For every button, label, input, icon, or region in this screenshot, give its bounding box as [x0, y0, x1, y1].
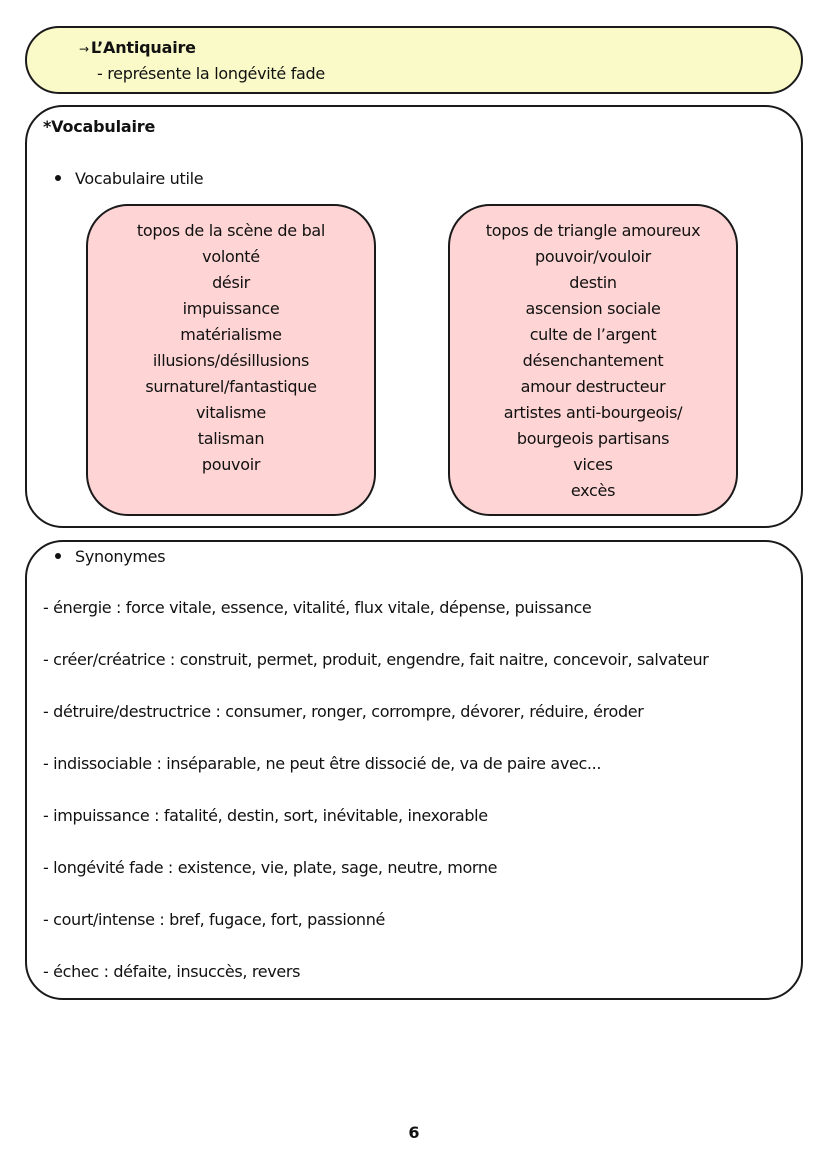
vocab-item: pouvoir/vouloir [535, 247, 651, 266]
vocab-item: surnaturel/fantastique [145, 377, 317, 396]
vocab-item: impuissance [182, 299, 280, 318]
vocab-item: pouvoir [201, 455, 261, 474]
vocab-item: matérialisme [180, 325, 282, 344]
vocab-item: illusions/désillusions [152, 351, 310, 370]
antiquaire-banner [25, 26, 803, 94]
bullet-icon [55, 553, 61, 559]
synonym-line: - indissociable : inséparable, ne peut être dissocié de, va de paire avec... [43, 754, 602, 773]
vocabulary-box-right [448, 204, 738, 516]
synonyms-bullet [55, 547, 165, 566]
arrow-right-icon: → [79, 42, 89, 56]
vocab-item: excès [570, 481, 616, 500]
synonym-line: - créer/créatrice : construit, permet, produit, engendre, fait naitre, concevoir, salvateur [43, 650, 709, 669]
bullet-icon [55, 175, 61, 181]
vocab-item: volonté [202, 247, 260, 266]
synonym-line: - impuissance : fatalité, destin, sort, inévitable, inexorable [43, 806, 488, 825]
vocab-item: artistes anti-bourgeois/ [503, 403, 683, 422]
vocab-item: ascension sociale [525, 299, 661, 318]
synonym-line: - énergie : force vitale, essence, vitalité, flux vitale, dépense, puissance [43, 598, 592, 617]
vocab-item: vitalisme [196, 403, 266, 422]
banner-subtitle: - représente la longévité fade [97, 64, 325, 83]
vocab-item: désir [212, 273, 250, 292]
banner-title-text: L’Antiquaire [90, 38, 196, 57]
vocab-item: amour destructeur [520, 377, 666, 396]
vocabulary-bullet-text: Vocabulaire utile [75, 169, 204, 188]
vocab-item: bourgeois partisans [516, 429, 670, 448]
synonyms-bullet-text: Synonymes [75, 547, 166, 566]
vocab-item: talisman [197, 429, 265, 448]
synonym-line: - longévité fade : existence, vie, plate, sage, neutre, morne [43, 858, 498, 877]
vocab-item: vices [573, 455, 613, 474]
page-number: 6 [408, 1123, 420, 1142]
vocab-item: destin [569, 273, 617, 292]
vocab-item: culte de l’argent [529, 325, 657, 344]
vocabulary-title: *Vocabulaire [43, 117, 156, 136]
vocabulary-section [25, 105, 803, 528]
synonym-line: - court/intense : bref, fugace, fort, passionné [43, 910, 385, 929]
banner-title [79, 38, 196, 57]
vocabulary-box-left [86, 204, 376, 516]
synonym-line: - détruire/destructrice : consumer, ronger, corrompre, dévorer, réduire, éroder [43, 702, 644, 721]
vocabulary-bullet [55, 169, 203, 188]
vocab-item: topos de la scène de bal [136, 221, 326, 240]
vocab-item: topos de triangle amoureux [485, 221, 701, 240]
vocab-item: désenchantement [522, 351, 664, 370]
synonym-line: - échec : défaite, insuccès, revers [43, 962, 301, 981]
synonyms-section [25, 540, 803, 1000]
